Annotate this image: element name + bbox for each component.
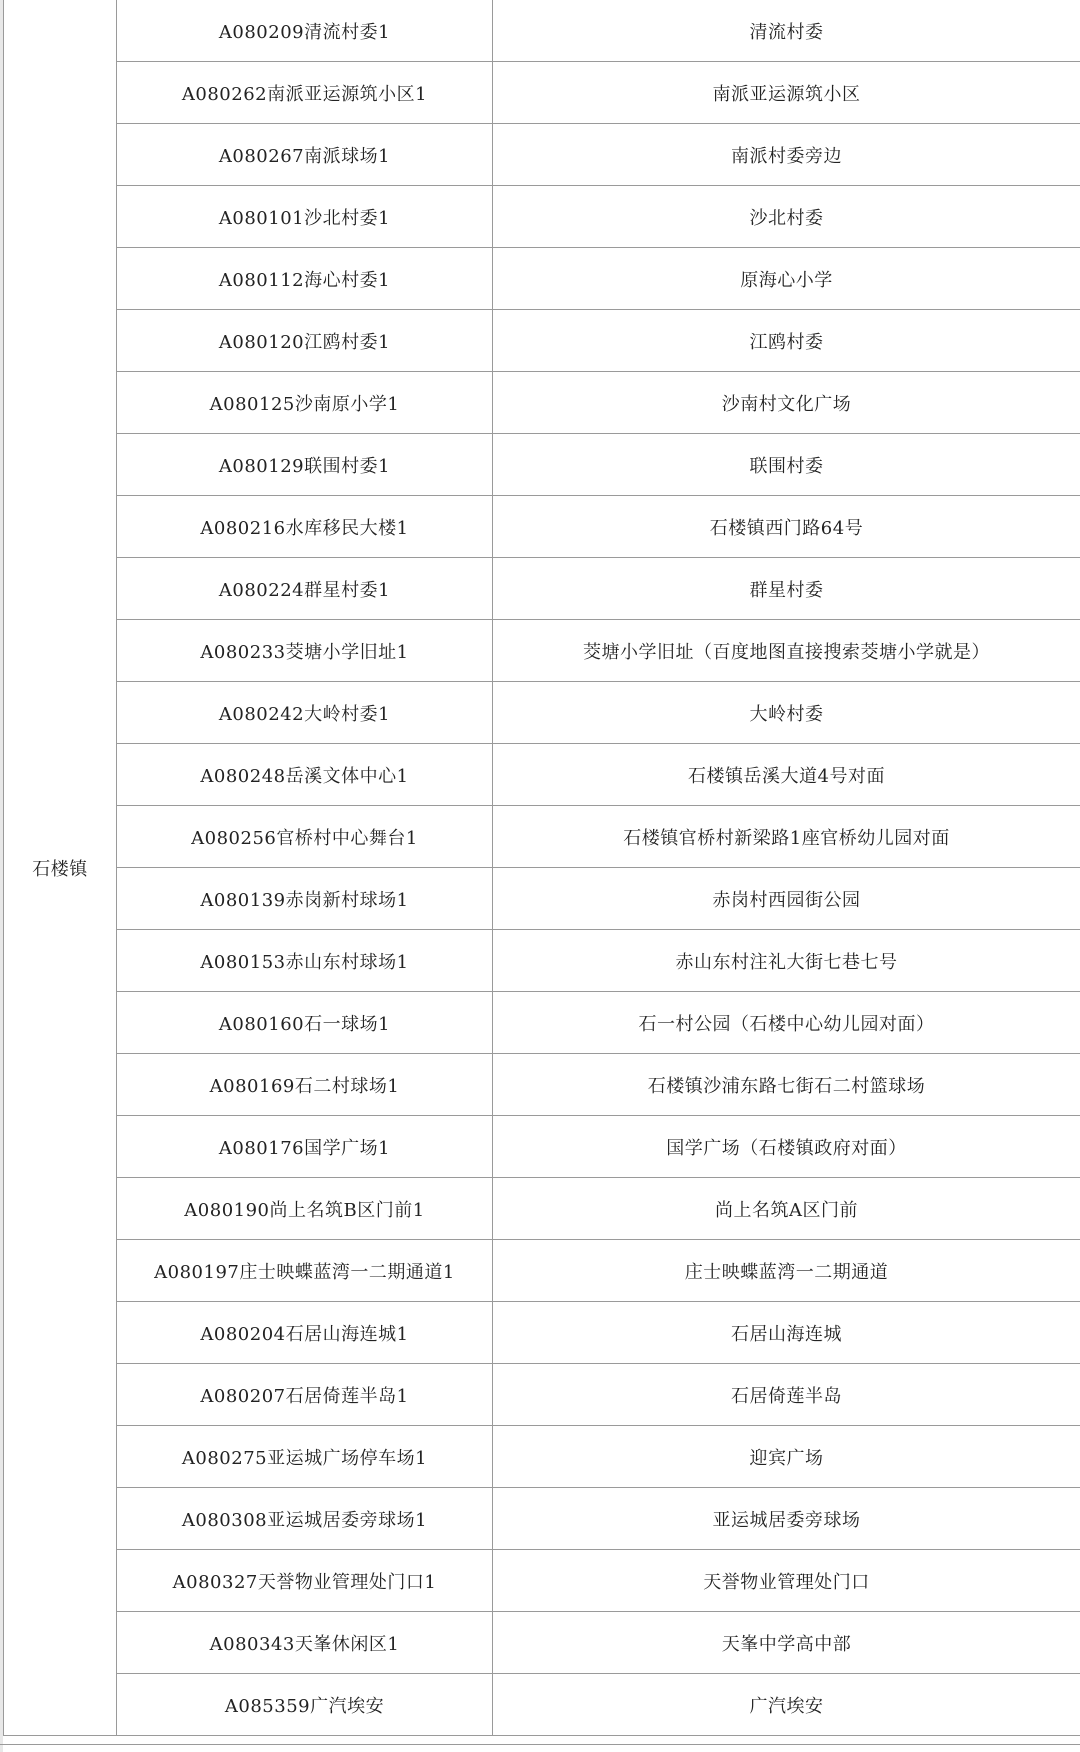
site-code-cell[interactable]: A080242大岭村委1: [117, 682, 493, 744]
site-address-cell[interactable]: 联围村委: [493, 434, 1080, 496]
table-row: [4, 930, 1080, 992]
site-code-cell[interactable]: A080233茭塘小学旧址1: [117, 620, 493, 682]
site-code-cell[interactable]: A080256官桥村中心舞台1: [117, 806, 493, 868]
site-address-cell[interactable]: 亚运城居委旁球场: [493, 1488, 1080, 1550]
site-code-cell[interactable]: A080112海心村委1: [117, 248, 493, 310]
table-row: [4, 1240, 1080, 1302]
site-address-cell[interactable]: 江鸥村委: [493, 310, 1080, 372]
site-code-cell[interactable]: A080176国学广场1: [117, 1116, 493, 1178]
table-row: [4, 558, 1080, 620]
site-address-cell[interactable]: 国学广场（石楼镇政府对面）: [493, 1116, 1080, 1178]
site-address-cell[interactable]: 南派亚运源筑小区: [493, 62, 1080, 124]
site-address-cell[interactable]: 尚上名筑A区门前: [493, 1178, 1080, 1240]
site-code-cell[interactable]: A080207石居倚莲半岛1: [117, 1364, 493, 1426]
location-table-body: [4, 0, 1080, 1736]
site-code-cell[interactable]: A080160石一球场1: [117, 992, 493, 1054]
site-address-cell[interactable]: 南派村委旁边: [493, 124, 1080, 186]
site-code-cell[interactable]: A080209清流村委1: [117, 0, 493, 62]
site-address-cell[interactable]: 石居倚莲半岛: [493, 1364, 1080, 1426]
site-address-cell[interactable]: 迎宾广场: [493, 1426, 1080, 1488]
site-code-cell[interactable]: A080343天峯休闲区1: [117, 1612, 493, 1674]
table-row: [4, 434, 1080, 496]
table-row: [4, 1178, 1080, 1240]
table-row: [4, 310, 1080, 372]
town-cell[interactable]: 石楼镇: [4, 0, 117, 1736]
table-row: [4, 1612, 1080, 1674]
site-address-cell[interactable]: 赤山东村注礼大街七巷七号: [493, 930, 1080, 992]
site-address-cell[interactable]: 石楼镇西门路64号: [493, 496, 1080, 558]
table-row: [4, 1364, 1080, 1426]
table-row: [4, 1426, 1080, 1488]
site-address-cell[interactable]: 庄士映蝶蓝湾一二期通道: [493, 1240, 1080, 1302]
location-table: [3, 0, 1080, 1736]
site-address-cell[interactable]: 石楼镇岳溪大道4号对面: [493, 744, 1080, 806]
site-address-cell[interactable]: 天峯中学高中部: [493, 1612, 1080, 1674]
table-row: [4, 868, 1080, 930]
table-row: [4, 682, 1080, 744]
site-address-cell[interactable]: 石楼镇官桥村新梁路1座官桥幼儿园对面: [493, 806, 1080, 868]
site-code-cell[interactable]: A080153赤山东村球场1: [117, 930, 493, 992]
table-row: [4, 62, 1080, 124]
table-row: [4, 992, 1080, 1054]
table-row: [4, 1488, 1080, 1550]
table-row: [4, 186, 1080, 248]
site-address-cell[interactable]: 石楼镇沙浦东路七街石二村篮球场: [493, 1054, 1080, 1116]
table-row: [4, 248, 1080, 310]
site-address-cell[interactable]: 赤岗村西园街公园: [493, 868, 1080, 930]
table-row: [4, 806, 1080, 868]
site-address-cell[interactable]: 广汽埃安: [493, 1674, 1080, 1736]
site-address-cell[interactable]: 大岭村委: [493, 682, 1080, 744]
table-row: [4, 1054, 1080, 1116]
table-row: [4, 496, 1080, 558]
table-row: [4, 1116, 1080, 1178]
site-code-cell[interactable]: A080120江鸥村委1: [117, 310, 493, 372]
site-code-cell[interactable]: A080129联围村委1: [117, 434, 493, 496]
site-code-cell[interactable]: A080101沙北村委1: [117, 186, 493, 248]
table-row: [4, 744, 1080, 806]
site-code-cell[interactable]: A080216水库移民大楼1: [117, 496, 493, 558]
site-code-cell[interactable]: A080139赤岗新村球场1: [117, 868, 493, 930]
table-row: [4, 1674, 1080, 1736]
site-code-cell[interactable]: A080224群星村委1: [117, 558, 493, 620]
table-row: [4, 0, 1080, 62]
site-address-cell[interactable]: 石一村公园（石楼中心幼儿园对面）: [493, 992, 1080, 1054]
table-bottom-border: [0, 1744, 1080, 1745]
site-code-cell[interactable]: A080327天誉物业管理处门口1: [117, 1550, 493, 1612]
site-address-cell[interactable]: 石居山海连城: [493, 1302, 1080, 1364]
site-address-cell[interactable]: 天誉物业管理处门口: [493, 1550, 1080, 1612]
table-row: [4, 124, 1080, 186]
site-address-cell[interactable]: 沙南村文化广场: [493, 372, 1080, 434]
site-code-cell[interactable]: A080169石二村球场1: [117, 1054, 493, 1116]
table-row: [4, 1550, 1080, 1612]
table-row: [4, 1302, 1080, 1364]
site-code-cell[interactable]: A080262南派亚运源筑小区1: [117, 62, 493, 124]
site-code-cell[interactable]: A080204石居山海连城1: [117, 1302, 493, 1364]
site-code-cell[interactable]: A080308亚运城居委旁球场1: [117, 1488, 493, 1550]
site-address-cell[interactable]: 沙北村委: [493, 186, 1080, 248]
site-code-cell[interactable]: A080125沙南原小学1: [117, 372, 493, 434]
site-address-cell[interactable]: 茭塘小学旧址（百度地图直接搜索茭塘小学就是）: [493, 620, 1080, 682]
site-code-cell[interactable]: A085359广汽埃安: [117, 1674, 493, 1736]
site-code-cell[interactable]: A080190尚上名筑B区门前1: [117, 1178, 493, 1240]
site-address-cell[interactable]: 群星村委: [493, 558, 1080, 620]
site-code-cell[interactable]: A080275亚运城广场停车场1: [117, 1426, 493, 1488]
table-row: [4, 372, 1080, 434]
site-code-cell[interactable]: A080248岳溪文体中心1: [117, 744, 493, 806]
site-code-cell[interactable]: A080267南派球场1: [117, 124, 493, 186]
site-address-cell[interactable]: 原海心小学: [493, 248, 1080, 310]
site-code-cell[interactable]: A080197庄士映蝶蓝湾一二期通道1: [117, 1240, 493, 1302]
table-row: [4, 620, 1080, 682]
site-address-cell[interactable]: 清流村委: [493, 0, 1080, 62]
